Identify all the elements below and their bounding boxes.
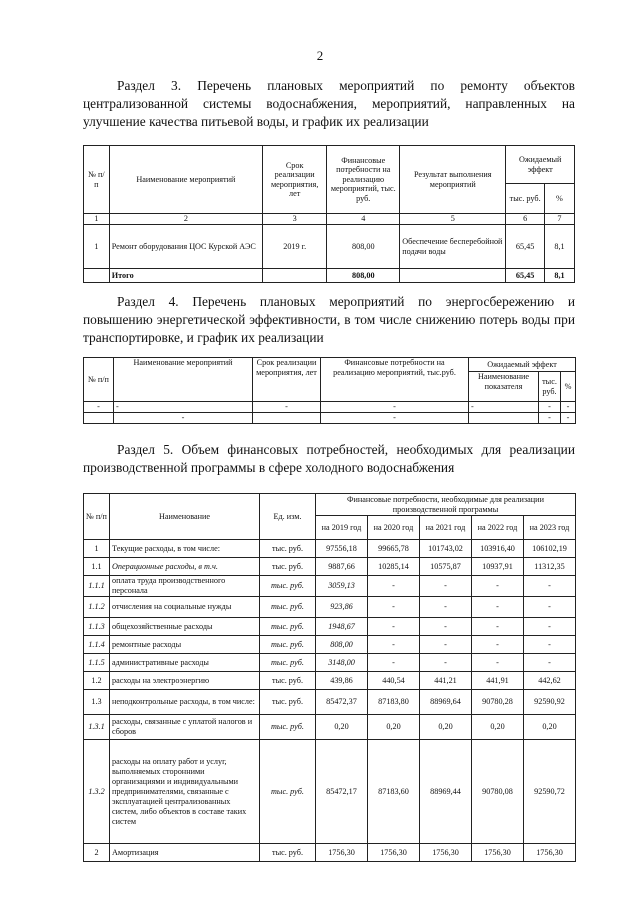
s5-row-value: 88969,44	[420, 740, 472, 844]
s5-row-unit: тыс. руб.	[260, 690, 316, 715]
s5-row-value: 85472,17	[316, 740, 368, 844]
s3-index-cell: 2	[109, 214, 262, 225]
s4-header-pct: %	[561, 372, 576, 402]
s3-header-effect: Ожидаемый эффект	[506, 146, 575, 184]
s3-total-fin: 808,00	[327, 269, 400, 283]
s4-cell: -	[469, 402, 539, 413]
s5-row-num: 1.1.5	[84, 654, 110, 672]
s5-row-name: общехозяйственные расходы	[110, 618, 260, 636]
s5-row-name: расходы на оплату работ и услуг, выполняемых сторонними организациями и индивидуальными предпринимателями, связанные с эксплуатацией централизованных систем, либо объектов в составе таких систем	[110, 740, 260, 844]
s5-row-value: 1756,30	[316, 844, 368, 862]
s5-row-value: 441,91	[472, 672, 524, 690]
s5-row-value: 0,20	[316, 715, 368, 740]
s5-row-unit: тыс. руб.	[260, 654, 316, 672]
s4-header-term: Срок реализации мероприятия, лет	[253, 358, 321, 402]
s5-row-value: 1756,30	[524, 844, 576, 862]
s4-cell	[253, 413, 321, 424]
s5-row-value: 92590,92	[524, 690, 576, 715]
section3-table	[83, 145, 575, 283]
section4-heading: Раздел 4. Перечень плановых мероприятий по энергосбережению и повышению энергетической эффективности, в том числе снижению потерь воды при транспортировке, и график их реализации	[83, 294, 575, 345]
s5-row-value: 439,86	[316, 672, 368, 690]
s5-row-value: 441,21	[420, 672, 472, 690]
s5-row-value: 808,00	[316, 636, 368, 654]
s3-row-num: 1	[84, 225, 110, 269]
s5-row-value: 0,20	[524, 715, 576, 740]
s5-row-unit: тыс. руб.	[260, 715, 316, 740]
s3-index-cell: 3	[263, 214, 327, 225]
s5-row-num: 1.1	[84, 558, 110, 576]
s5-row-value: 1756,30	[472, 844, 524, 862]
s4-cell: -	[321, 413, 469, 424]
s5-header-year: на 2019 год	[316, 516, 368, 540]
s5-row-value: 85472,37	[316, 690, 368, 715]
s5-header-year: на 2022 год	[472, 516, 524, 540]
s5-row	[84, 540, 576, 558]
s5-row-name: Операционные расходы, в т.ч.	[110, 558, 260, 576]
s5-header-num: № п/п	[84, 494, 110, 540]
s4-header-fin: Финансовые потребности на реализацию мероприятий, тыс.руб.	[321, 358, 469, 402]
s5-row-value: 3148,00	[316, 654, 368, 672]
s5-row	[84, 740, 576, 844]
s5-row-num: 1.3	[84, 690, 110, 715]
s5-row-num: 1	[84, 540, 110, 558]
section4-table	[83, 357, 576, 424]
s5-header-year: на 2021 год	[420, 516, 472, 540]
s5-row-value: 3059,13	[316, 576, 368, 597]
s5-row-value: 88969,64	[420, 690, 472, 715]
s5-row-value: 101743,02	[420, 540, 472, 558]
s5-row-unit: тыс. руб.	[260, 597, 316, 618]
s4-row	[84, 413, 576, 424]
s5-row-value: -	[420, 636, 472, 654]
s5-row-value: 10937,91	[472, 558, 524, 576]
s5-row-unit: тыс. руб.	[260, 618, 316, 636]
s5-header-group: Финансовые потребности, необходимые для реализации производственной программы	[316, 494, 576, 516]
s4-header-abs: тыс. руб.	[539, 372, 561, 402]
s5-row-unit: тыс. руб.	[260, 740, 316, 844]
s5-row-num: 1.1.4	[84, 636, 110, 654]
s4-cell: -	[321, 402, 469, 413]
s5-row-value: 90780,28	[472, 690, 524, 715]
s3-row-pct: 8,1	[544, 225, 574, 269]
s5-row-name: Текущие расходы, в том числе:	[110, 540, 260, 558]
s4-cell: -	[84, 402, 114, 413]
s5-row-value: 11312,35	[524, 558, 576, 576]
s5-row-value: 1756,30	[368, 844, 420, 862]
s3-header-result: Результат выполнения мероприятий	[400, 146, 506, 214]
s5-row-value: 923,86	[316, 597, 368, 618]
s5-row-value: -	[420, 597, 472, 618]
section5-heading: Раздел 5. Объем финансовых потребностей, необходимых для реализации производственной программы в сфере холодного водоснабжения	[83, 442, 575, 475]
s3-row-fin: 808,00	[327, 225, 400, 269]
s5-row-value: 440,54	[368, 672, 420, 690]
s3-total-abs: 65,45	[506, 269, 545, 283]
s5-row-value: -	[368, 636, 420, 654]
s5-row	[84, 715, 576, 740]
s5-row-unit: тыс. руб.	[260, 672, 316, 690]
s5-row-name: расходы на электроэнергию	[110, 672, 260, 690]
s5-row-unit: тыс. руб.	[260, 558, 316, 576]
s3-total-pct: 8,1	[544, 269, 574, 283]
s5-row-num: 1.1.1	[84, 576, 110, 597]
section3-heading: Раздел 3. Перечень плановых мероприятий по ремонту объектов централизованной системы водоснабжения, мероприятий, направленных на улучшение качества питьевой воды, и график их реализации	[83, 78, 575, 129]
s5-row	[84, 672, 576, 690]
section5-table	[83, 493, 576, 862]
s5-row-value: 99665,78	[368, 540, 420, 558]
s5-row-value: 103916,40	[472, 540, 524, 558]
s4-cell: -	[539, 413, 561, 424]
s3-index-cell: 5	[400, 214, 506, 225]
s5-row-value: 9887,66	[316, 558, 368, 576]
s5-row-unit: тыс. руб.	[260, 540, 316, 558]
s5-header-year: на 2020 год	[368, 516, 420, 540]
s5-row-value: 1756,30	[420, 844, 472, 862]
s4-cell	[84, 413, 114, 424]
s5-row-value: 10575,87	[420, 558, 472, 576]
s4-cell: -	[539, 402, 561, 413]
s5-row-value: -	[524, 654, 576, 672]
s3-index-cell: 4	[327, 214, 400, 225]
s5-row-name: расходы, связанные с уплатой налогов и сборов	[110, 715, 260, 740]
s5-row-num: 1.3.1	[84, 715, 110, 740]
s3-header-term: Срок реализации мероприятия, лет	[263, 146, 327, 214]
s5-row-value: 90780,08	[472, 740, 524, 844]
s5-row-value: -	[368, 654, 420, 672]
s5-row-name: ремонтные расходы	[110, 636, 260, 654]
s5-row-value: -	[472, 618, 524, 636]
s5-row-value: -	[472, 576, 524, 597]
s5-row-value: -	[368, 618, 420, 636]
s5-row-value: -	[524, 576, 576, 597]
s5-row-num: 1.1.2	[84, 597, 110, 618]
s5-row-unit: тыс. руб.	[260, 844, 316, 862]
s4-header-effect: Ожидаемый эффект	[469, 358, 576, 372]
s5-row-value: -	[524, 597, 576, 618]
s4-cell: -	[114, 402, 253, 413]
s5-row-name: административные расходы	[110, 654, 260, 672]
s3-header-fin: Финансовые потребности на реализацию мероприятий, тыс. руб.	[327, 146, 400, 214]
s4-header-name: Наименование мероприятий	[114, 358, 253, 402]
s5-row-value: -	[524, 618, 576, 636]
s3-index-cell: 6	[506, 214, 545, 225]
s4-header-indicator: Наименование показателя	[469, 372, 539, 402]
s5-row-value: 97556,18	[316, 540, 368, 558]
s3-header-effect-pct: %	[544, 184, 574, 214]
s4-cell: -	[561, 402, 576, 413]
s5-row-unit: тыс. руб.	[260, 576, 316, 597]
s5-row	[84, 690, 576, 715]
s3-row-name: Ремонт оборудования ЦОС Курской АЭС	[109, 225, 262, 269]
s5-row-value: -	[472, 636, 524, 654]
s5-row-num: 2	[84, 844, 110, 862]
s4-cell: -	[114, 413, 253, 424]
s3-header-num: № п/п	[84, 146, 110, 214]
s5-row-unit: тыс. руб.	[260, 636, 316, 654]
s4-cell: -	[253, 402, 321, 413]
s5-header-unit: Ед. изм.	[260, 494, 316, 540]
s5-row-value: -	[472, 654, 524, 672]
s5-row-value: -	[420, 576, 472, 597]
s5-row	[84, 597, 576, 618]
s3-total-row	[84, 269, 575, 283]
s5-row	[84, 558, 576, 576]
s5-row-num: 1.2	[84, 672, 110, 690]
s5-row-value: 0,20	[420, 715, 472, 740]
s4-header-num: № п/п	[84, 358, 114, 402]
s5-header-year: на 2023 год	[524, 516, 576, 540]
s5-row-name: Амортизация	[110, 844, 260, 862]
s5-row-value: 1948,67	[316, 618, 368, 636]
s5-row-value: -	[524, 636, 576, 654]
s5-row-value: -	[368, 597, 420, 618]
s5-row-name: неподконтрольные расходы, в том числе:	[110, 690, 260, 715]
s5-row-num: 1.3.2	[84, 740, 110, 844]
s3-total-label: Итого	[109, 269, 262, 283]
page-number: 2	[316, 48, 324, 63]
s3-header-effect-abs: тыс. руб.	[506, 184, 545, 214]
s5-header-name: Наименование	[110, 494, 260, 540]
s4-cell	[469, 413, 539, 424]
s5-row-value: 92590,72	[524, 740, 576, 844]
s5-row	[84, 654, 576, 672]
s5-row-value: 442,62	[524, 672, 576, 690]
s5-row-value: 0,20	[368, 715, 420, 740]
s5-row	[84, 844, 576, 862]
s4-cell: -	[561, 413, 576, 424]
s3-row-result: Обеспечение бесперебойной подачи воды	[400, 225, 506, 269]
s5-row	[84, 618, 576, 636]
s5-row-value: 10285,14	[368, 558, 420, 576]
s5-row-value: -	[472, 597, 524, 618]
s5-row-value: 106102,19	[524, 540, 576, 558]
s5-row-num: 1.1.3	[84, 618, 110, 636]
s5-row	[84, 636, 576, 654]
s5-row-value: 0,20	[472, 715, 524, 740]
s3-row	[84, 225, 575, 269]
s3-row-abs: 65,45	[506, 225, 545, 269]
s5-row-value: -	[420, 618, 472, 636]
s4-row	[84, 402, 576, 413]
s3-index-cell: 7	[544, 214, 574, 225]
s5-row-name: оплата труда производственного персонала	[110, 576, 260, 597]
s5-row-value: 87183,80	[368, 690, 420, 715]
s3-index-cell: 1	[84, 214, 110, 225]
s3-header-name: Наименование мероприятий	[109, 146, 262, 214]
s5-row-name: отчисления на социальные нужды	[110, 597, 260, 618]
s5-row-value: -	[420, 654, 472, 672]
s3-row-term: 2019 г.	[263, 225, 327, 269]
s5-row-value: -	[368, 576, 420, 597]
s5-row-value: 87183,60	[368, 740, 420, 844]
s5-row	[84, 576, 576, 597]
